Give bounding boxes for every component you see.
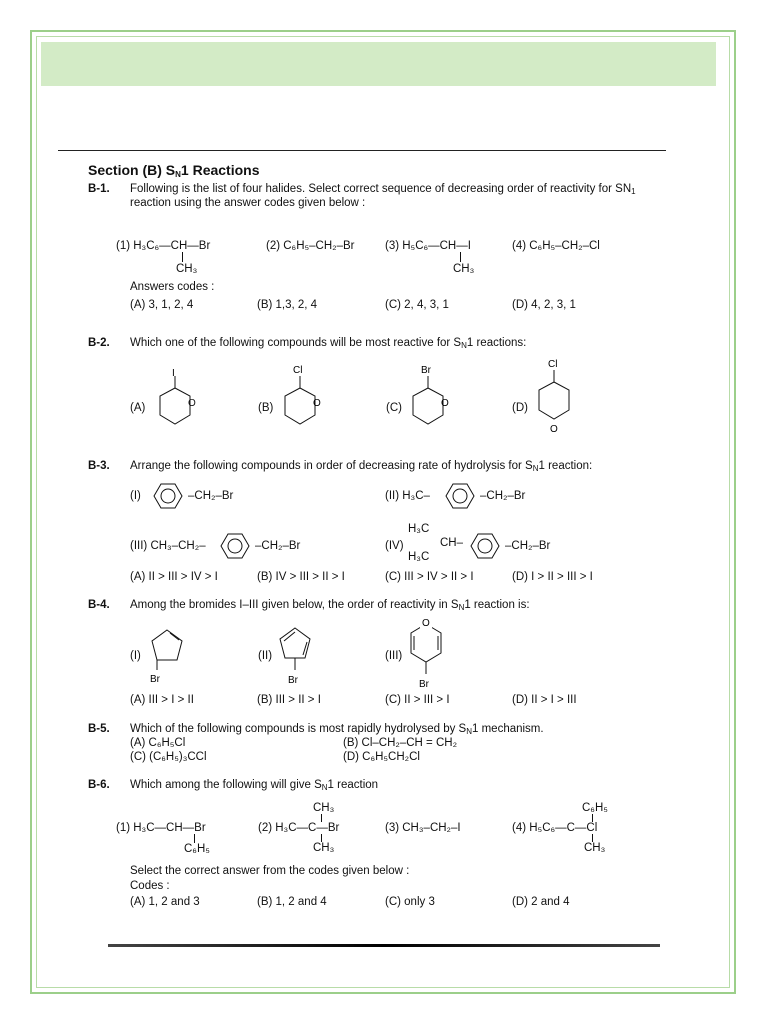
- answer-option-d[interactable]: (D) I > II > III > I: [512, 571, 593, 583]
- compound-iii-substituent: –CH₂–Br: [255, 540, 301, 552]
- answer-option-a[interactable]: (A) II > III > IV > I: [130, 571, 218, 583]
- halogen-label: Cl: [293, 365, 303, 376]
- oxygen-label: O: [188, 398, 196, 409]
- option-c-label[interactable]: (C): [386, 402, 402, 414]
- compound-ii-label: (II) H₃C–: [385, 490, 430, 502]
- question-text: reaction using the answer codes given below :: [130, 197, 366, 209]
- halogen-label: Cl: [548, 359, 558, 370]
- benzene-ring-icon: [462, 530, 508, 562]
- option-1-branch: CH₃: [176, 263, 198, 275]
- bond-line: [321, 834, 322, 842]
- answer-option-b[interactable]: (B) Cl–CH₂–CH = CH₂: [343, 737, 458, 749]
- bromine-label: Br: [288, 675, 298, 686]
- question-number: B-6.: [88, 779, 110, 791]
- question-text: Arrange the following compounds in order of decreasing rate of hydrolysis for $S_N1$ reaction:: [130, 460, 593, 473]
- question-text: Which one of the following compounds will be most reactive for $S_N1$ reactions:: [130, 337, 527, 350]
- question-text: Among the bromides I–III given below, the order of reactivity in $S_N1$ reaction is:: [130, 599, 530, 612]
- option-b-label[interactable]: (B): [258, 402, 274, 414]
- header-rule: [58, 150, 666, 151]
- answer-option-c[interactable]: (C) II > III > I: [385, 694, 450, 706]
- compound-i-label: (I): [130, 490, 141, 502]
- answers-label: Answers codes :: [130, 281, 215, 293]
- question-text: Following is the list of four halides. Select correct sequence of decreasing order of reactivity for $SN_1$: [130, 183, 636, 196]
- oxygen-label: O: [313, 398, 321, 409]
- option-2-formula: (2) C₆H₅–CH₂–Br: [266, 240, 355, 252]
- option-d-label[interactable]: (D): [512, 402, 528, 414]
- option-4-formula: (4) H₅C₆—C—Cl: [512, 822, 598, 834]
- answer-option-c[interactable]: (C) (C₆H₅)₃CCl: [130, 751, 207, 763]
- answer-option-b[interactable]: (B) 1, 2 and 4: [257, 896, 327, 908]
- question-number: B-4.: [88, 599, 110, 611]
- bond-line: [182, 252, 183, 262]
- oxane-4-chloro-structure: [524, 356, 584, 440]
- bromide-iii-label: (III): [385, 650, 403, 662]
- bond-line: [321, 814, 322, 822]
- bromine-label: Br: [150, 674, 160, 685]
- compound-iv-methyl-bottom: H₃C: [408, 551, 430, 563]
- bromopyran-structure: [398, 616, 454, 692]
- compound-ii-substituent: –CH₂–Br: [480, 490, 526, 502]
- question-number: B-1.: [88, 183, 110, 195]
- bond-line: [194, 834, 195, 843]
- question-number: B-5.: [88, 723, 110, 735]
- benzene-ring-icon: [212, 530, 258, 562]
- option-2-formula: (2) H₃C—C—Br: [258, 822, 340, 834]
- compound-iv-substituent: –CH₂–Br: [505, 540, 551, 552]
- question-number: B-2.: [88, 337, 110, 349]
- oxygen-label: O: [422, 618, 430, 629]
- option-2-bottom: CH₃: [313, 842, 335, 854]
- bromine-label: Br: [419, 679, 429, 690]
- option-3-formula: (3) CH₃–CH₂–I: [385, 822, 461, 834]
- answer-option-a[interactable]: (A) 1, 2 and 3: [130, 896, 200, 908]
- oxane-chloro-structure: [270, 362, 330, 436]
- option-a-label[interactable]: (A): [130, 402, 146, 414]
- footer-rule: [108, 944, 660, 947]
- answer-option-a[interactable]: (A) C₆H₅Cl: [130, 737, 186, 749]
- option-4-bottom: CH₃: [584, 842, 606, 854]
- benzene-ring-icon: [145, 480, 191, 512]
- compound-iii-label: (III) CH₃–CH₂–: [130, 540, 206, 552]
- answer-option-c[interactable]: (C) 2, 4, 3, 1: [385, 299, 449, 311]
- compound-i-substituent: –CH₂–Br: [188, 490, 234, 502]
- option-1-branch: C₆H₅: [184, 843, 210, 855]
- instruction-text: Select the correct answer from the codes given below :: [130, 865, 410, 877]
- question-text: Which of the following compounds is most rapidly hydrolysed by $S_N1$ mechanism.: [130, 723, 544, 736]
- answer-option-d[interactable]: (D) 2 and 4: [512, 896, 570, 908]
- section-title: Section (B) $S_N1$ Reactions: [88, 162, 260, 179]
- answer-option-c[interactable]: (C) III > IV > II > I: [385, 571, 474, 583]
- answer-option-b[interactable]: (B) IV > III > II > I: [257, 571, 345, 583]
- question-text: Which among the following will give $S_N1$ reaction: [130, 779, 379, 792]
- answer-option-a[interactable]: (A) III > I > II: [130, 694, 194, 706]
- option-3-branch: CH₃: [453, 263, 475, 275]
- bond-line: [592, 814, 593, 822]
- answer-option-b[interactable]: (B) III > II > I: [257, 694, 321, 706]
- benzene-ring-icon: [437, 480, 483, 512]
- bromide-ii-label: (II): [258, 650, 273, 662]
- oxane-bromo-structure: [398, 362, 458, 436]
- bromocyclopentadiene-structure: [270, 620, 320, 692]
- oxygen-label: O: [441, 398, 449, 409]
- answer-option-b[interactable]: (B) 1,3, 2, 4: [257, 299, 318, 311]
- halogen-label: Br: [421, 365, 431, 376]
- answer-option-c[interactable]: (C) only 3: [385, 896, 435, 908]
- page-border-inner: [36, 36, 730, 988]
- answer-option-a[interactable]: (A) 3, 1, 2, 4: [130, 299, 194, 311]
- bond-line: [592, 834, 593, 842]
- option-1-formula: (1) H₃C₆—CH—Br: [116, 240, 211, 252]
- option-1-formula: (1) H₃C—CH—Br: [116, 822, 206, 834]
- compound-iv-ch: CH–: [440, 537, 464, 549]
- answer-option-d[interactable]: (D) II > I > III: [512, 694, 577, 706]
- bromide-i-label: (I): [130, 650, 141, 662]
- header-banner: [41, 42, 716, 86]
- answer-option-d[interactable]: (D) 4, 2, 3, 1: [512, 299, 576, 311]
- bond-line: [460, 252, 461, 262]
- option-4-top: C₆H₅: [582, 802, 608, 814]
- oxygen-label: O: [550, 424, 558, 435]
- compound-iv-label: (IV): [385, 540, 404, 552]
- question-number: B-3.: [88, 460, 110, 472]
- answer-option-d[interactable]: (D) C₆H₅CH₂Cl: [343, 751, 420, 763]
- codes-label: Codes :: [130, 880, 170, 892]
- halogen-label: I: [172, 368, 175, 379]
- option-4-formula: (4) C₆H₅–CH₂–Cl: [512, 240, 600, 252]
- oxane-iodo-structure: [145, 368, 205, 436]
- option-2-top: CH₃: [313, 802, 335, 814]
- bromocyclopentene-structure: [142, 620, 192, 690]
- option-3-formula: (3) H₅C₆—CH—I: [385, 240, 471, 252]
- compound-iv-methyl-top: H₃C: [408, 523, 430, 535]
